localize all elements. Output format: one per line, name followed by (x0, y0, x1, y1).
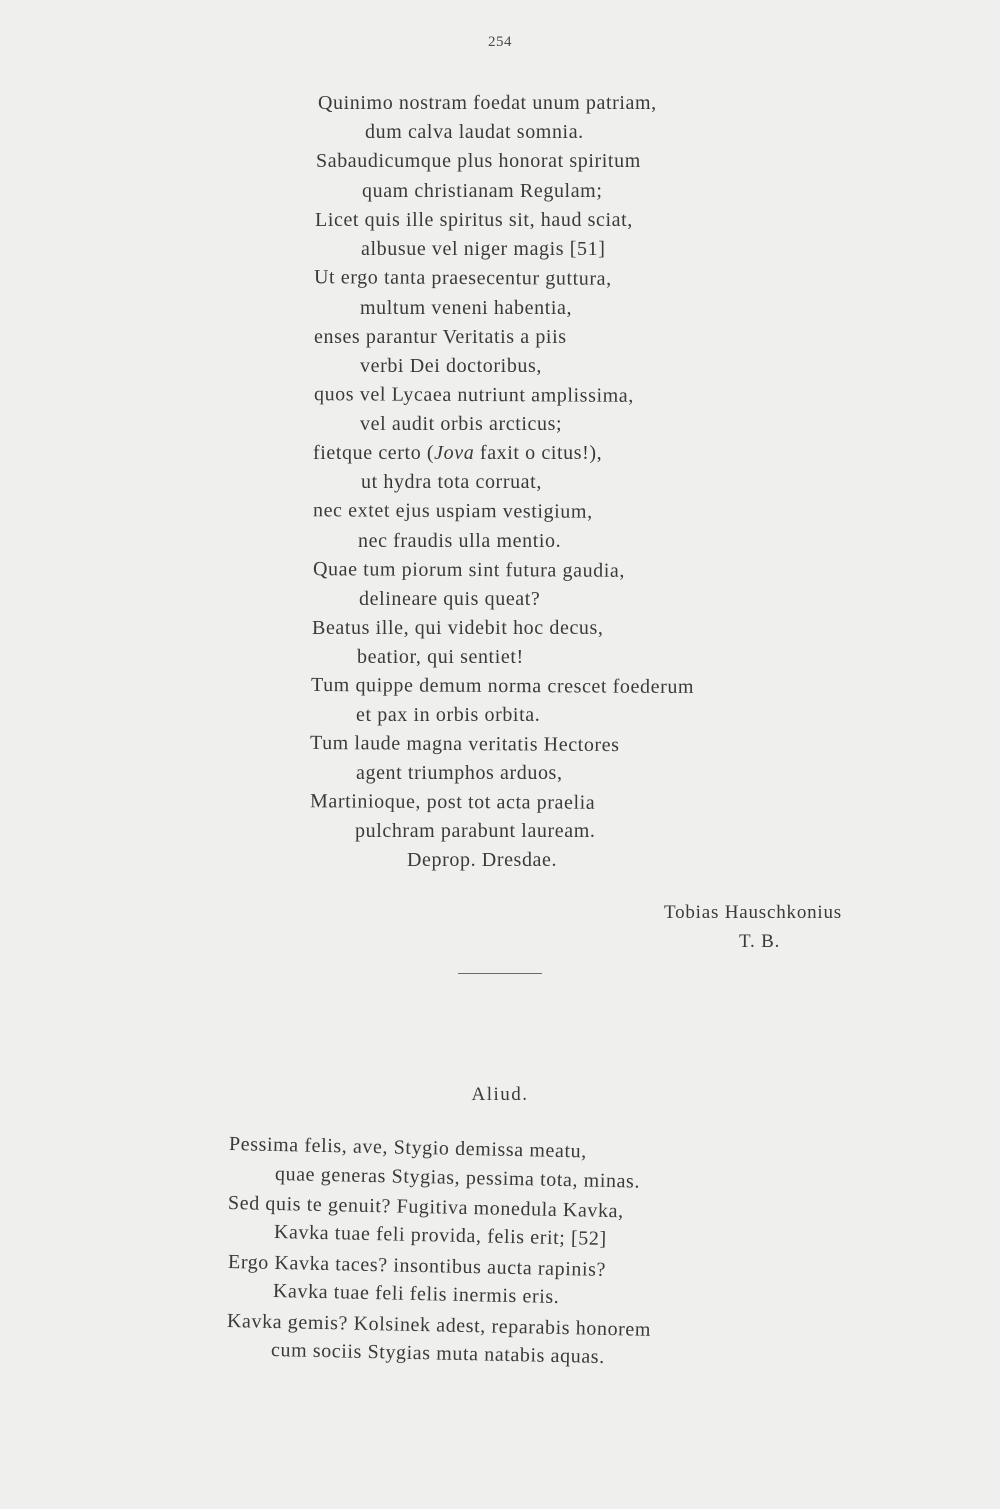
poem-line: Beatus ille, qui videbit hoc decus, (312, 617, 604, 639)
poem-line: delineare quis queat? (359, 588, 541, 610)
poem-line: verbi Dei doctoribus, (360, 355, 543, 377)
poem-line: quos vel Lycaea nutriunt amplissima, (313, 383, 634, 407)
poem-line: Tum quippe demum norma crescet foederum (310, 673, 695, 699)
poem-line: Martinioque, post tot acta praelia (309, 790, 596, 814)
poem-line: pulchram parabunt lauream. (355, 820, 596, 842)
poem-line: beatior, qui sentiet! (357, 646, 524, 668)
poem-line: cum sociis Stygias muta natabis aquas. (270, 1339, 606, 1368)
poem-line: ut hydra tota corruat, (361, 471, 542, 493)
poem-line (313, 443, 602, 463)
poem-line: Sed quis te genuit? Fugitiva monedula Kavka, (227, 1192, 624, 1223)
divine-name-italic: Jova (434, 442, 475, 464)
section-title: Aliud. (471, 1084, 529, 1105)
poem-line: Pessima felis, ave, Stygio demissa meatu, (228, 1133, 588, 1163)
poem-line: et pax in orbis orbita. (356, 704, 541, 726)
poem-line: agent triumphos arduos, (356, 762, 563, 784)
poem-line: Licet quis ille spiritus sit, haud sciat, (315, 209, 633, 231)
poem-line: nec extet ejus uspiam vestigium, (312, 499, 593, 523)
page-number: 254 (488, 34, 512, 50)
poem-line: dum calva laudat somnia. (365, 121, 584, 143)
poem-line: Tum laude magna veritatis Hectores (309, 731, 620, 757)
poem-line: albusue vel niger magis [51] (361, 238, 606, 260)
poem-line: Sabaudicumque plus honorat spiritum (316, 150, 641, 172)
poem-line: Kavka tuae feli provida, felis erit; [52] (273, 1221, 607, 1250)
poem-line: Kavka gemis? Kolsinek adest, reparabis honorem (226, 1310, 652, 1341)
poem-line: Ergo Kavka taces? insontibus aucta rapinis? (227, 1251, 607, 1281)
poem-line: enses parantur Veritatis a piis (314, 326, 567, 348)
poem-line-text: faxit o citus!), (474, 442, 603, 464)
section-divider (458, 973, 542, 974)
poem-line: Quae tum piorum sint futura gaudia, (312, 558, 626, 582)
poem-line: quae generas Stygias, pessima tota, minas. (274, 1163, 641, 1193)
poem-line: Ut ergo tanta praesecentur guttura, (313, 266, 612, 290)
author-initials: T. B. (739, 931, 781, 952)
poem-line: nec fraudis ulla mentio. (358, 530, 562, 552)
poem-line: vel audit orbis arcticus; (360, 413, 563, 435)
poem-line-text: fietque certo ( (313, 442, 435, 464)
place-note: Deprop. Dresdae. (407, 849, 558, 871)
poem-line: multum veneni habentia, (360, 297, 573, 319)
poem-line: quam christianam Regulam; (362, 180, 603, 202)
poem-line: Kavka tuae feli felis inermis eris. (272, 1280, 560, 1308)
author-name: Tobias Hauschkonius (664, 902, 842, 923)
poem-line: Quinimo nostram foedat unum patriam, (318, 92, 657, 114)
